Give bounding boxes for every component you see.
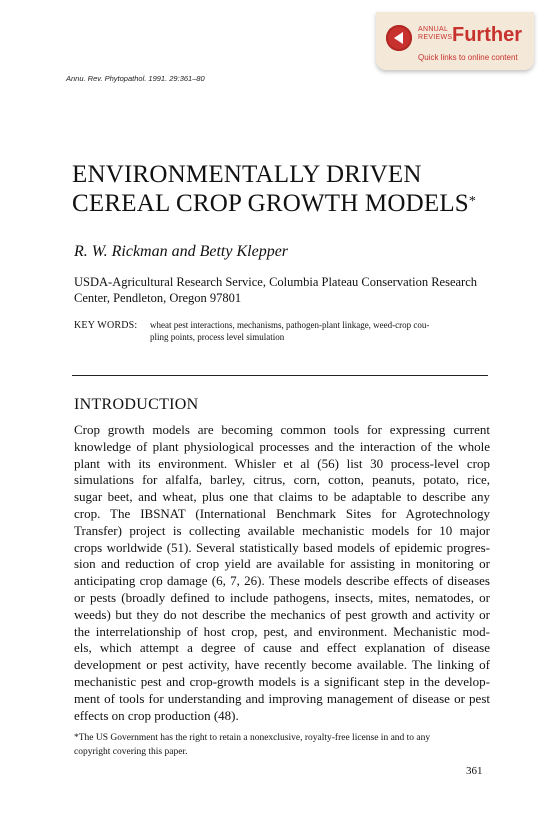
annual-reviews-logo-text: ANNUAL REVIEWS (418, 26, 453, 41)
body-line: knowledge of plant physiological processes and the interaction of the whole (74, 438, 490, 454)
page-number: 361 (466, 765, 483, 777)
title-line-1: ENVIRONMENTALLY DRIVEN (72, 161, 422, 188)
body-line: els, which attempt a degree of cause and effect explanation of disease (74, 640, 490, 656)
body-line: Crop growth models are becoming common tools for expressing current (74, 422, 490, 437)
body-line: mechanistic pest and crop-growth models is a significant step in the develop- (74, 673, 490, 689)
body-line: the interrelationship of host crop, pest, and environment. Mechanistic mod- (74, 623, 490, 639)
author-affiliation: USDA-Agricultural Research Service, Columbia Plateau Conservation Research Center, Pendleton, Oregon 97801 (74, 275, 478, 305)
section-heading: INTRODUCTION (74, 396, 199, 413)
title-line-2: CEREAL CROP GROWTH MODELS* (72, 190, 477, 217)
body-line: ment of tools for understanding and improving management of disease or pest (74, 690, 490, 706)
key-words-text: wheat pest interactions, mechanisms, pathogen-plant linkage, weed-crop cou- pling points, process level simulation (150, 320, 430, 342)
body-line: crops worldwide (51). Several statistically based models of epidemic progres- (74, 539, 490, 555)
body-line: anticipating crop damage (6, 7, 26). These models describe effects of diseases (74, 573, 490, 589)
quick-links-label: Quick links to online content (418, 53, 518, 62)
key-words-label: KEY WORDS: (74, 320, 138, 331)
body-line: sion and reduction of crop yield are available for assisting in monitoring or (74, 556, 490, 572)
section-divider (72, 375, 488, 376)
further-label: Further (452, 24, 522, 46)
body-line: effects on crop production (48). (74, 707, 239, 723)
play-left-icon (386, 25, 412, 51)
body-line: or pests (broadly defined to include pathogens, insects, mites, nematodes, or (74, 589, 490, 605)
annual-reviews-further-badge[interactable] (376, 12, 534, 70)
journal-citation: Annu. Rev. Phytopathol. 1991. 29:361–80 (66, 74, 205, 83)
body-line: development or pest activity, have recently become available. The linking of (74, 657, 490, 673)
body-line: crop. The IBSNAT (International Benchmark Sites for Agrotechnology (74, 505, 490, 521)
body-line: simulations for alfalfa, barley, citrus, corn, cotton, peanuts, potato, rice, (74, 472, 490, 488)
introduction-paragraph (74, 422, 490, 724)
title-footnote-marker: * (468, 194, 477, 209)
body-line: plant with its environment. Whisler et al (56) list 30 process-level crop (74, 455, 490, 471)
body-line: Transfer) project is collecting available mechanistic models for 10 major (74, 522, 490, 538)
body-line: sugar beet, and wheat, plus one that claims to be adaptable to describe any (74, 489, 490, 505)
article-title (72, 160, 512, 218)
author-list: R. W. Rickman and Betty Klepper (74, 243, 289, 260)
copyright-footnote: *The US Government has the right to retain a nonexclusive, royalty-free license in and to any copyright covering this paper. (74, 733, 431, 757)
body-line: weeds) but they do not describe the mechanics of pest growth and activity or (74, 606, 490, 622)
